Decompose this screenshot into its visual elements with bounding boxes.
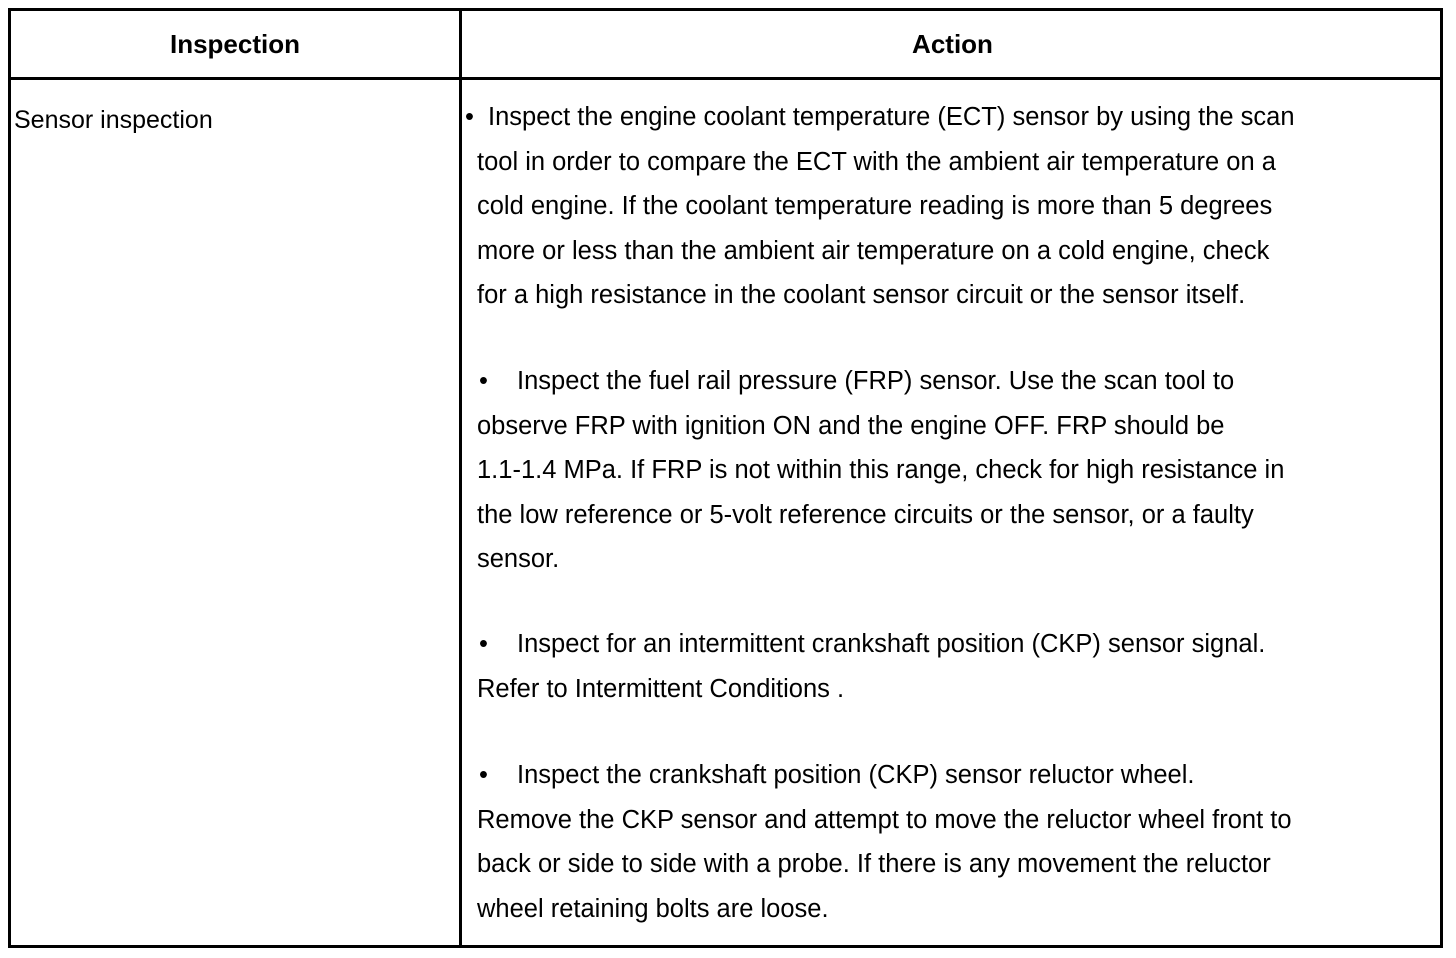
action-line: Remove the CKP sensor and attempt to move the reluctor wheel front to	[477, 805, 1292, 834]
header-action: Action	[912, 29, 993, 59]
action-line: Inspect the engine coolant temperature (ECT) sensor by using the scan	[488, 103, 1295, 131]
action-line: Inspect for an intermittent crankshaft position (CKP) sensor signal.	[517, 630, 1266, 658]
action-line: the low reference or 5-volt reference circuits or the sensor, or a faulty	[477, 500, 1254, 529]
header-inspection: Inspection	[169, 29, 300, 59]
bullet-icon: •	[479, 367, 488, 395]
action-item-ckp-signal	[477, 622, 1417, 711]
action-line: sensor.	[477, 545, 560, 573]
action-item-ckp-reluctor	[477, 753, 1417, 931]
action-line: cold engine. If the coolant temperature reading is more than 5 degrees	[477, 192, 1273, 220]
action-item-ect	[465, 95, 1417, 318]
action-line: back or side to side with a probe. If there is any movement the reluctor	[477, 850, 1271, 878]
bullet-icon: •	[465, 103, 474, 131]
action-line: more or less than the ambient air temperature on a cold engine, check	[477, 236, 1270, 265]
action-line: 1.1-1.4 MPa. If FRP is not within this range, check for high resistance in	[477, 456, 1285, 484]
bullet-icon: •	[479, 630, 488, 658]
bullet-icon: •	[479, 761, 488, 789]
action-line: wheel retaining bolts are loose.	[477, 894, 829, 923]
header-divider	[11, 77, 1440, 80]
column-divider	[459, 11, 462, 945]
action-line: Inspect the crankshaft position (CKP) sensor reluctor wheel.	[517, 761, 1195, 789]
action-line: tool in order to compare the ECT with the ambient air temperature on a	[477, 147, 1276, 176]
action-line: Inspect the fuel rail pressure (FRP) sensor. Use the scan tool to	[517, 367, 1235, 395]
action-line: observe FRP with ignition ON and the engine OFF. FRP should be	[477, 411, 1225, 440]
inspection-table	[8, 8, 1443, 948]
action-item-frp	[477, 359, 1417, 582]
row-inspection-label: Sensor inspection	[14, 106, 213, 134]
action-line: for a high resistance in the coolant sensor circuit or the sensor itself.	[477, 281, 1246, 309]
action-line: Refer to Intermittent Conditions .	[477, 674, 845, 703]
